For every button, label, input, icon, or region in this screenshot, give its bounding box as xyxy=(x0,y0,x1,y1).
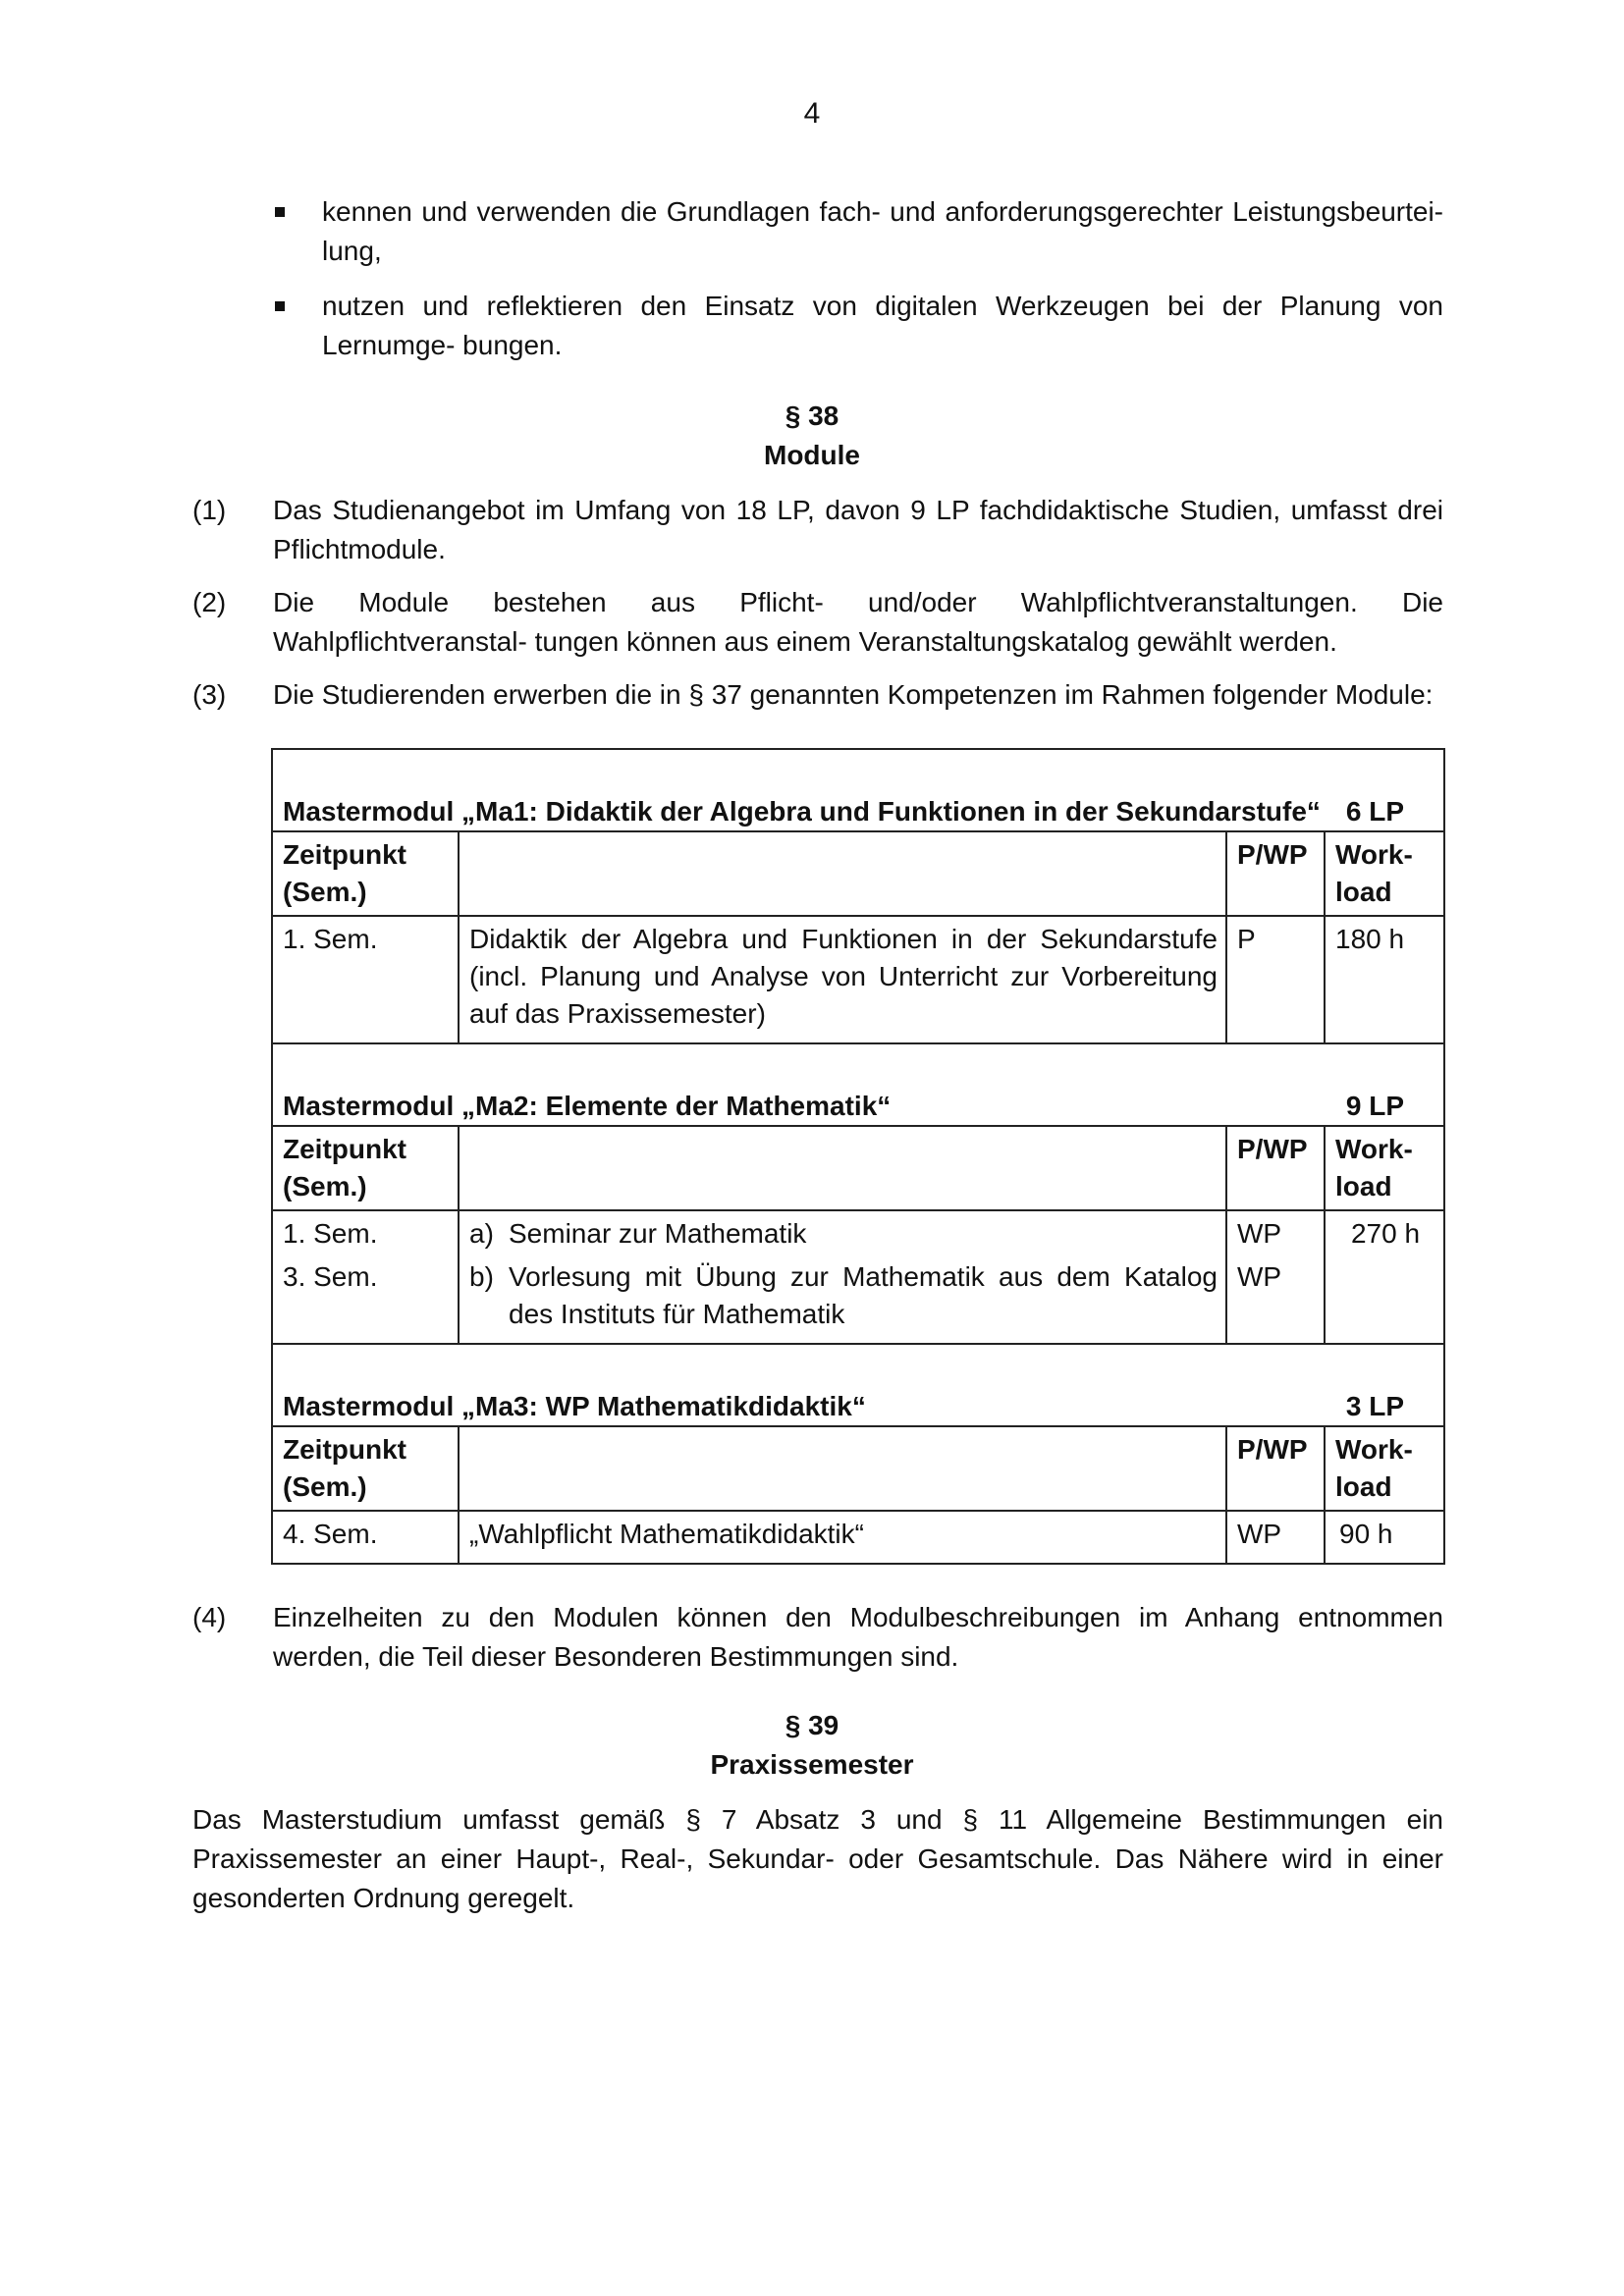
paragraph-text: Einzelheiten zu den Modulen können den Modulbeschreibungen im Anhang entnommen werden, die Teil dieser Besonderen Bestimmungen sind. xyxy=(273,1602,1443,1672)
course-label: a) xyxy=(469,1218,494,1249)
paragraph-text: Die Module bestehen aus Pflicht- und/oder Wahlpflichtveranstaltungen. Die Wahlpflichtveranstal- tungen können aus einem Veranstaltungskatalog gewählt werden. xyxy=(273,587,1443,657)
paragraph-number: (4) xyxy=(192,1602,227,1632)
type-cell xyxy=(1225,1512,1324,1563)
page-number: 4 xyxy=(803,97,821,130)
course-label: b) xyxy=(469,1261,494,1292)
module-lp: 3 LP xyxy=(1345,1391,1404,1421)
course-text: Seminar zur Mathematik xyxy=(509,1218,807,1249)
semester: 4. Sem. xyxy=(283,1519,378,1549)
course-type: WP xyxy=(1237,1218,1282,1249)
section-number: § 38 xyxy=(785,400,839,431)
header-pwp: P/WP xyxy=(1225,1427,1324,1510)
header-zeitpunkt: Zeitpunkt (Sem.) xyxy=(283,1434,406,1502)
course-type: P xyxy=(1237,924,1256,954)
section-38-paragraph-4 xyxy=(192,1598,1443,1690)
square-bullet-icon xyxy=(275,207,285,217)
module-ma1 xyxy=(273,750,1443,1042)
module-lp: 9 LP xyxy=(1345,1091,1404,1121)
course-cell xyxy=(458,1211,1225,1343)
semester: 3. Sem. xyxy=(283,1261,378,1292)
table-row xyxy=(273,915,1443,1042)
square-bullet-icon xyxy=(275,301,285,311)
course-cell xyxy=(458,1512,1225,1563)
bullet-item xyxy=(273,192,1443,271)
workload: 270 h xyxy=(1350,1218,1421,1249)
course-text: „Wahlpflicht Mathematikdidaktik“ xyxy=(469,1519,864,1549)
semester-cell xyxy=(273,1512,458,1563)
header-zeitpunkt: Zeitpunkt (Sem.) xyxy=(283,839,406,907)
course-text: Didaktik der Algebra und Funktionen in der Sekundarstufe (incl. Planung und Analyse von Unterricht zur Vorbereitung auf das Praxissemester) xyxy=(469,924,1218,1029)
paragraph xyxy=(192,491,1443,569)
bullet-text: kennen und verwenden die Grundlagen fach- und anforderungsgerechter Leistungsbeurtei- lung, xyxy=(322,196,1443,266)
section-39-paragraph: Das Masterstudium umfasst gemäß § 7 Absatz 3 und § 11 Allgemeine Bestimmungen ein Praxissemester an einer Haupt-, Real-, Sekundar- oder Gesamtschule. Das Nähere wird in einer gesonderten Ordnung geregelt. xyxy=(192,1804,1443,1913)
bullet-item xyxy=(273,287,1443,365)
header-empty xyxy=(458,1427,1225,1510)
semester: 1. Sem. xyxy=(283,924,378,954)
header-workload: Work- load xyxy=(1324,1427,1443,1510)
paragraph-number: (2) xyxy=(192,587,227,617)
table-header-row xyxy=(273,830,1443,915)
header-workload: Work- load xyxy=(1324,832,1443,915)
table-header-row xyxy=(273,1425,1443,1510)
header-zeitpunkt: Zeitpunkt (Sem.) xyxy=(283,1134,406,1201)
workload-cell xyxy=(1324,1512,1443,1563)
module-title: Mastermodul „Ma2: Elemente der Mathematik“ xyxy=(283,1091,892,1121)
course-text: Vorlesung mit Übung zur Mathematik aus dem Katalog des Instituts für Mathematik xyxy=(509,1261,1218,1329)
type-cell xyxy=(1225,917,1324,1042)
module-table xyxy=(271,748,1445,1565)
paragraph-number: (1) xyxy=(192,495,227,525)
workload-cell xyxy=(1324,1211,1443,1343)
table-row xyxy=(273,1209,1443,1343)
section-38-paragraphs xyxy=(192,491,1443,728)
course-type: WP xyxy=(1237,1261,1282,1292)
course-item xyxy=(469,1215,1218,1253)
header-pwp: P/WP xyxy=(1225,832,1324,915)
semester: 1. Sem. xyxy=(283,1218,378,1249)
header-empty xyxy=(458,832,1225,915)
paragraph xyxy=(192,583,1443,662)
workload-cell xyxy=(1324,917,1443,1042)
section-39-heading xyxy=(0,1706,1624,1785)
header-empty xyxy=(458,1127,1225,1209)
paragraph-text: Das Studienangebot im Umfang von 18 LP, davon 9 LP fachdidaktische Studien, umfasst drei Pflichtmodule. xyxy=(273,495,1443,564)
module-lp: 6 LP xyxy=(1345,796,1404,827)
semester-cell xyxy=(273,1211,458,1343)
module-ma2 xyxy=(273,1042,1443,1343)
paragraph-number: (3) xyxy=(192,679,227,710)
course-cell xyxy=(458,917,1225,1042)
course-type: WP xyxy=(1237,1519,1282,1549)
section-title: Praxissemester xyxy=(710,1749,914,1780)
bullet-text: nutzen und reflektieren den Einsatz von digitalen Werkzeugen bei der Planung von Lernumge- bungen. xyxy=(322,291,1443,360)
section-38-heading xyxy=(0,397,1624,475)
table-header-row xyxy=(273,1125,1443,1209)
module-title: Mastermodul „Ma3: WP Mathematikdidaktik“ xyxy=(283,1391,866,1421)
table-row xyxy=(273,1510,1443,1563)
workload: 90 h xyxy=(1339,1519,1393,1549)
header-pwp: P/WP xyxy=(1225,1127,1324,1209)
paragraph xyxy=(192,1598,1443,1677)
competence-bullet-list xyxy=(273,192,1443,381)
paragraph xyxy=(192,675,1443,715)
module-title-row xyxy=(273,1345,1443,1425)
section-number: § 39 xyxy=(785,1710,839,1740)
paragraph-text: Die Studierenden erwerben die in § 37 genannten Kompetenzen im Rahmen folgender Module: xyxy=(273,679,1434,710)
section-title: Module xyxy=(764,440,860,470)
semester-cell xyxy=(273,917,458,1042)
header-workload: Work- load xyxy=(1324,1127,1443,1209)
module-ma3 xyxy=(273,1343,1443,1563)
course-item xyxy=(469,1258,1218,1333)
workload: 180 h xyxy=(1335,924,1405,954)
type-cell xyxy=(1225,1211,1324,1343)
module-title: Mastermodul „Ma1: Didaktik der Algebra und Funktionen in der Sekundarstufe“ xyxy=(283,796,1321,827)
module-title-row xyxy=(273,1044,1443,1125)
module-title-row xyxy=(273,750,1443,830)
